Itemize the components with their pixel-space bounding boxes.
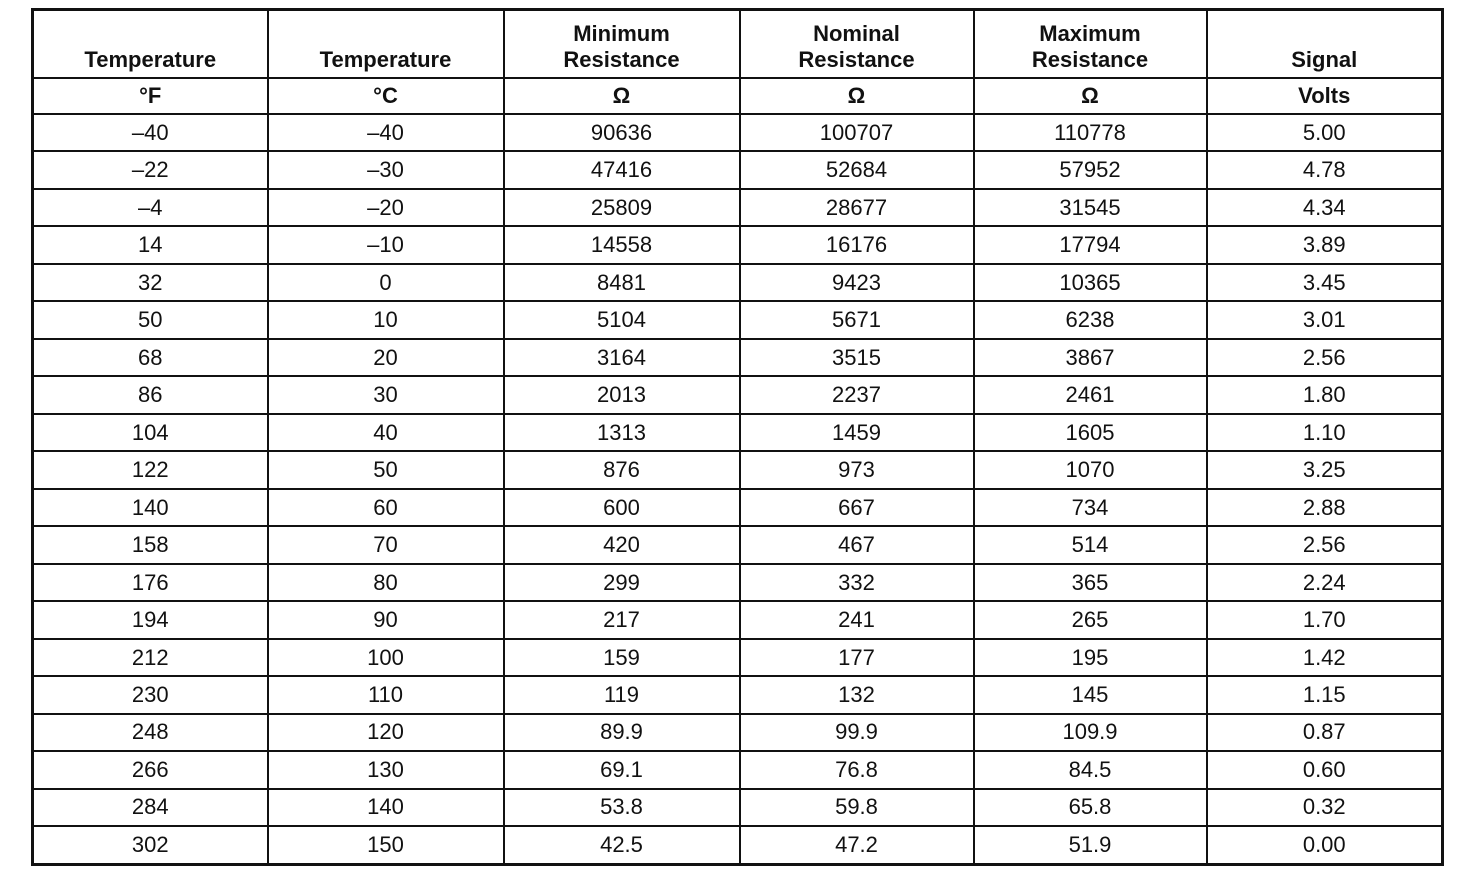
cell-max-resistance: 1605: [974, 414, 1207, 451]
cell-min-resistance: 14558: [504, 226, 740, 263]
cell-min-resistance: 217: [504, 601, 740, 638]
header-temperature-c: [268, 10, 504, 79]
cell-min-resistance: 876: [504, 451, 740, 488]
header-minimum-resistance: [504, 10, 740, 79]
cell-signal-volts: 0.32: [1207, 789, 1443, 826]
cell-temp-f: 104: [33, 414, 268, 451]
header-line: Temperature: [319, 47, 452, 72]
cell-min-resistance: 25809: [504, 189, 740, 226]
cell-temp-f: –4: [33, 189, 268, 226]
cell-max-resistance: 17794: [974, 226, 1207, 263]
cell-nominal-resistance: 47.2: [740, 826, 974, 864]
cell-temp-c: 130: [268, 751, 504, 788]
cell-temp-c: 140: [268, 789, 504, 826]
header-line: Resistance: [798, 47, 915, 72]
table-row: [33, 189, 1443, 226]
cell-min-resistance: 8481: [504, 264, 740, 301]
cell-nominal-resistance: 52684: [740, 151, 974, 188]
table-header: [33, 10, 1443, 115]
cell-temp-c: 60: [268, 489, 504, 526]
cell-max-resistance: 1070: [974, 451, 1207, 488]
table-row: [33, 564, 1443, 601]
cell-nominal-resistance: 1459: [740, 414, 974, 451]
cell-signal-volts: 1.70: [1207, 601, 1443, 638]
cell-temp-c: 80: [268, 564, 504, 601]
cell-temp-c: 10: [268, 301, 504, 338]
header-nominal-resistance: [740, 10, 974, 79]
table-row: [33, 526, 1443, 563]
table-row: [33, 376, 1443, 413]
cell-temp-c: 70: [268, 526, 504, 563]
cell-min-resistance: 299: [504, 564, 740, 601]
cell-min-resistance: 42.5: [504, 826, 740, 864]
cell-signal-volts: 3.89: [1207, 226, 1443, 263]
table-body: [33, 114, 1443, 865]
cell-signal-volts: 2.88: [1207, 489, 1443, 526]
cell-signal-volts: 2.56: [1207, 526, 1443, 563]
cell-max-resistance: 514: [974, 526, 1207, 563]
cell-nominal-resistance: 3515: [740, 339, 974, 376]
cell-temp-f: 248: [33, 714, 268, 751]
table-row: [33, 264, 1443, 301]
table-row: [33, 826, 1443, 864]
cell-max-resistance: 734: [974, 489, 1207, 526]
unit-volts: Volts: [1207, 78, 1443, 114]
cell-temp-f: 212: [33, 639, 268, 676]
header-row-titles: [33, 10, 1443, 79]
cell-min-resistance: 119: [504, 676, 740, 713]
cell-min-resistance: 2013: [504, 376, 740, 413]
cell-nominal-resistance: 76.8: [740, 751, 974, 788]
cell-temp-f: 176: [33, 564, 268, 601]
cell-max-resistance: 51.9: [974, 826, 1207, 864]
cell-max-resistance: 109.9: [974, 714, 1207, 751]
cell-nominal-resistance: 5671: [740, 301, 974, 338]
cell-nominal-resistance: 177: [740, 639, 974, 676]
header-line: Minimum: [573, 21, 670, 46]
cell-nominal-resistance: 59.8: [740, 789, 974, 826]
cell-max-resistance: 65.8: [974, 789, 1207, 826]
unit-ohm: Ω: [740, 78, 974, 114]
cell-min-resistance: 5104: [504, 301, 740, 338]
table-row: [33, 676, 1443, 713]
cell-nominal-resistance: 973: [740, 451, 974, 488]
cell-signal-volts: 4.34: [1207, 189, 1443, 226]
temperature-resistance-table: [31, 8, 1444, 866]
table-row: [33, 789, 1443, 826]
cell-temp-c: –30: [268, 151, 504, 188]
cell-temp-c: –10: [268, 226, 504, 263]
cell-temp-c: 20: [268, 339, 504, 376]
cell-signal-volts: 1.42: [1207, 639, 1443, 676]
cell-temp-f: 140: [33, 489, 268, 526]
table-row: [33, 751, 1443, 788]
cell-signal-volts: 3.01: [1207, 301, 1443, 338]
cell-temp-c: 0: [268, 264, 504, 301]
cell-temp-f: 284: [33, 789, 268, 826]
cell-max-resistance: 365: [974, 564, 1207, 601]
table-row: [33, 639, 1443, 676]
cell-max-resistance: 6238: [974, 301, 1207, 338]
cell-temp-c: 50: [268, 451, 504, 488]
cell-temp-f: 158: [33, 526, 268, 563]
cell-min-resistance: 53.8: [504, 789, 740, 826]
cell-temp-c: 120: [268, 714, 504, 751]
cell-nominal-resistance: 667: [740, 489, 974, 526]
cell-nominal-resistance: 467: [740, 526, 974, 563]
header-maximum-resistance: [974, 10, 1207, 79]
table-row: [33, 151, 1443, 188]
cell-temp-c: 150: [268, 826, 504, 864]
cell-min-resistance: 89.9: [504, 714, 740, 751]
cell-temp-c: –20: [268, 189, 504, 226]
table-row: [33, 451, 1443, 488]
header-line: Nominal: [813, 21, 900, 46]
cell-min-resistance: 1313: [504, 414, 740, 451]
cell-min-resistance: 3164: [504, 339, 740, 376]
cell-max-resistance: 195: [974, 639, 1207, 676]
table-row: [33, 114, 1443, 151]
cell-signal-volts: 3.25: [1207, 451, 1443, 488]
cell-nominal-resistance: 99.9: [740, 714, 974, 751]
table-row: [33, 489, 1443, 526]
cell-nominal-resistance: 9423: [740, 264, 974, 301]
cell-temp-f: –22: [33, 151, 268, 188]
cell-max-resistance: 3867: [974, 339, 1207, 376]
header-line: Maximum: [1039, 21, 1141, 46]
cell-temp-f: –40: [33, 114, 268, 151]
cell-min-resistance: 69.1: [504, 751, 740, 788]
cell-temp-f: 230: [33, 676, 268, 713]
cell-max-resistance: 110778: [974, 114, 1207, 151]
cell-signal-volts: 5.00: [1207, 114, 1443, 151]
table-row: [33, 414, 1443, 451]
cell-signal-volts: 3.45: [1207, 264, 1443, 301]
cell-min-resistance: 47416: [504, 151, 740, 188]
cell-nominal-resistance: 332: [740, 564, 974, 601]
table-row: [33, 601, 1443, 638]
cell-temp-f: 194: [33, 601, 268, 638]
cell-temp-f: 14: [33, 226, 268, 263]
cell-nominal-resistance: 28677: [740, 189, 974, 226]
cell-temp-f: 32: [33, 264, 268, 301]
table-row: [33, 339, 1443, 376]
cell-signal-volts: 0.00: [1207, 826, 1443, 864]
header-line: Resistance: [1031, 47, 1149, 72]
cell-max-resistance: 57952: [974, 151, 1207, 188]
cell-nominal-resistance: 241: [740, 601, 974, 638]
table-row: [33, 714, 1443, 751]
cell-temp-c: 40: [268, 414, 504, 451]
cell-max-resistance: 31545: [974, 189, 1207, 226]
cell-temp-f: 266: [33, 751, 268, 788]
header-row-units: [33, 78, 1443, 114]
cell-nominal-resistance: 100707: [740, 114, 974, 151]
cell-nominal-resistance: 132: [740, 676, 974, 713]
table-row: [33, 226, 1443, 263]
cell-min-resistance: 90636: [504, 114, 740, 151]
unit-ohm: Ω: [504, 78, 740, 114]
header-line: Signal: [1291, 47, 1358, 72]
unit-ohm: Ω: [974, 78, 1207, 114]
cell-min-resistance: 159: [504, 639, 740, 676]
cell-signal-volts: 1.10: [1207, 414, 1443, 451]
cell-signal-volts: 0.60: [1207, 751, 1443, 788]
cell-min-resistance: 420: [504, 526, 740, 563]
cell-nominal-resistance: 2237: [740, 376, 974, 413]
cell-temp-f: 86: [33, 376, 268, 413]
header-line: Resistance: [563, 47, 680, 72]
cell-signal-volts: 1.15: [1207, 676, 1443, 713]
cell-max-resistance: 265: [974, 601, 1207, 638]
cell-signal-volts: 2.56: [1207, 339, 1443, 376]
cell-temp-f: 68: [33, 339, 268, 376]
table-row: [33, 301, 1443, 338]
cell-temp-c: 100: [268, 639, 504, 676]
cell-temp-c: 30: [268, 376, 504, 413]
cell-temp-f: 122: [33, 451, 268, 488]
cell-min-resistance: 600: [504, 489, 740, 526]
cell-max-resistance: 145: [974, 676, 1207, 713]
cell-signal-volts: 2.24: [1207, 564, 1443, 601]
header-temperature-f: [33, 10, 268, 79]
cell-signal-volts: 4.78: [1207, 151, 1443, 188]
cell-max-resistance: 84.5: [974, 751, 1207, 788]
cell-signal-volts: 1.80: [1207, 376, 1443, 413]
cell-max-resistance: 10365: [974, 264, 1207, 301]
cell-temp-f: 50: [33, 301, 268, 338]
cell-signal-volts: 0.87: [1207, 714, 1443, 751]
unit-celsius: °C: [268, 78, 504, 114]
cell-temp-c: –40: [268, 114, 504, 151]
cell-nominal-resistance: 16176: [740, 226, 974, 263]
cell-max-resistance: 2461: [974, 376, 1207, 413]
cell-temp-f: 302: [33, 826, 268, 864]
cell-temp-c: 90: [268, 601, 504, 638]
header-signal-volts: [1207, 10, 1443, 79]
header-line: Temperature: [84, 47, 217, 72]
unit-fahrenheit: °F: [33, 78, 268, 114]
cell-temp-c: 110: [268, 676, 504, 713]
